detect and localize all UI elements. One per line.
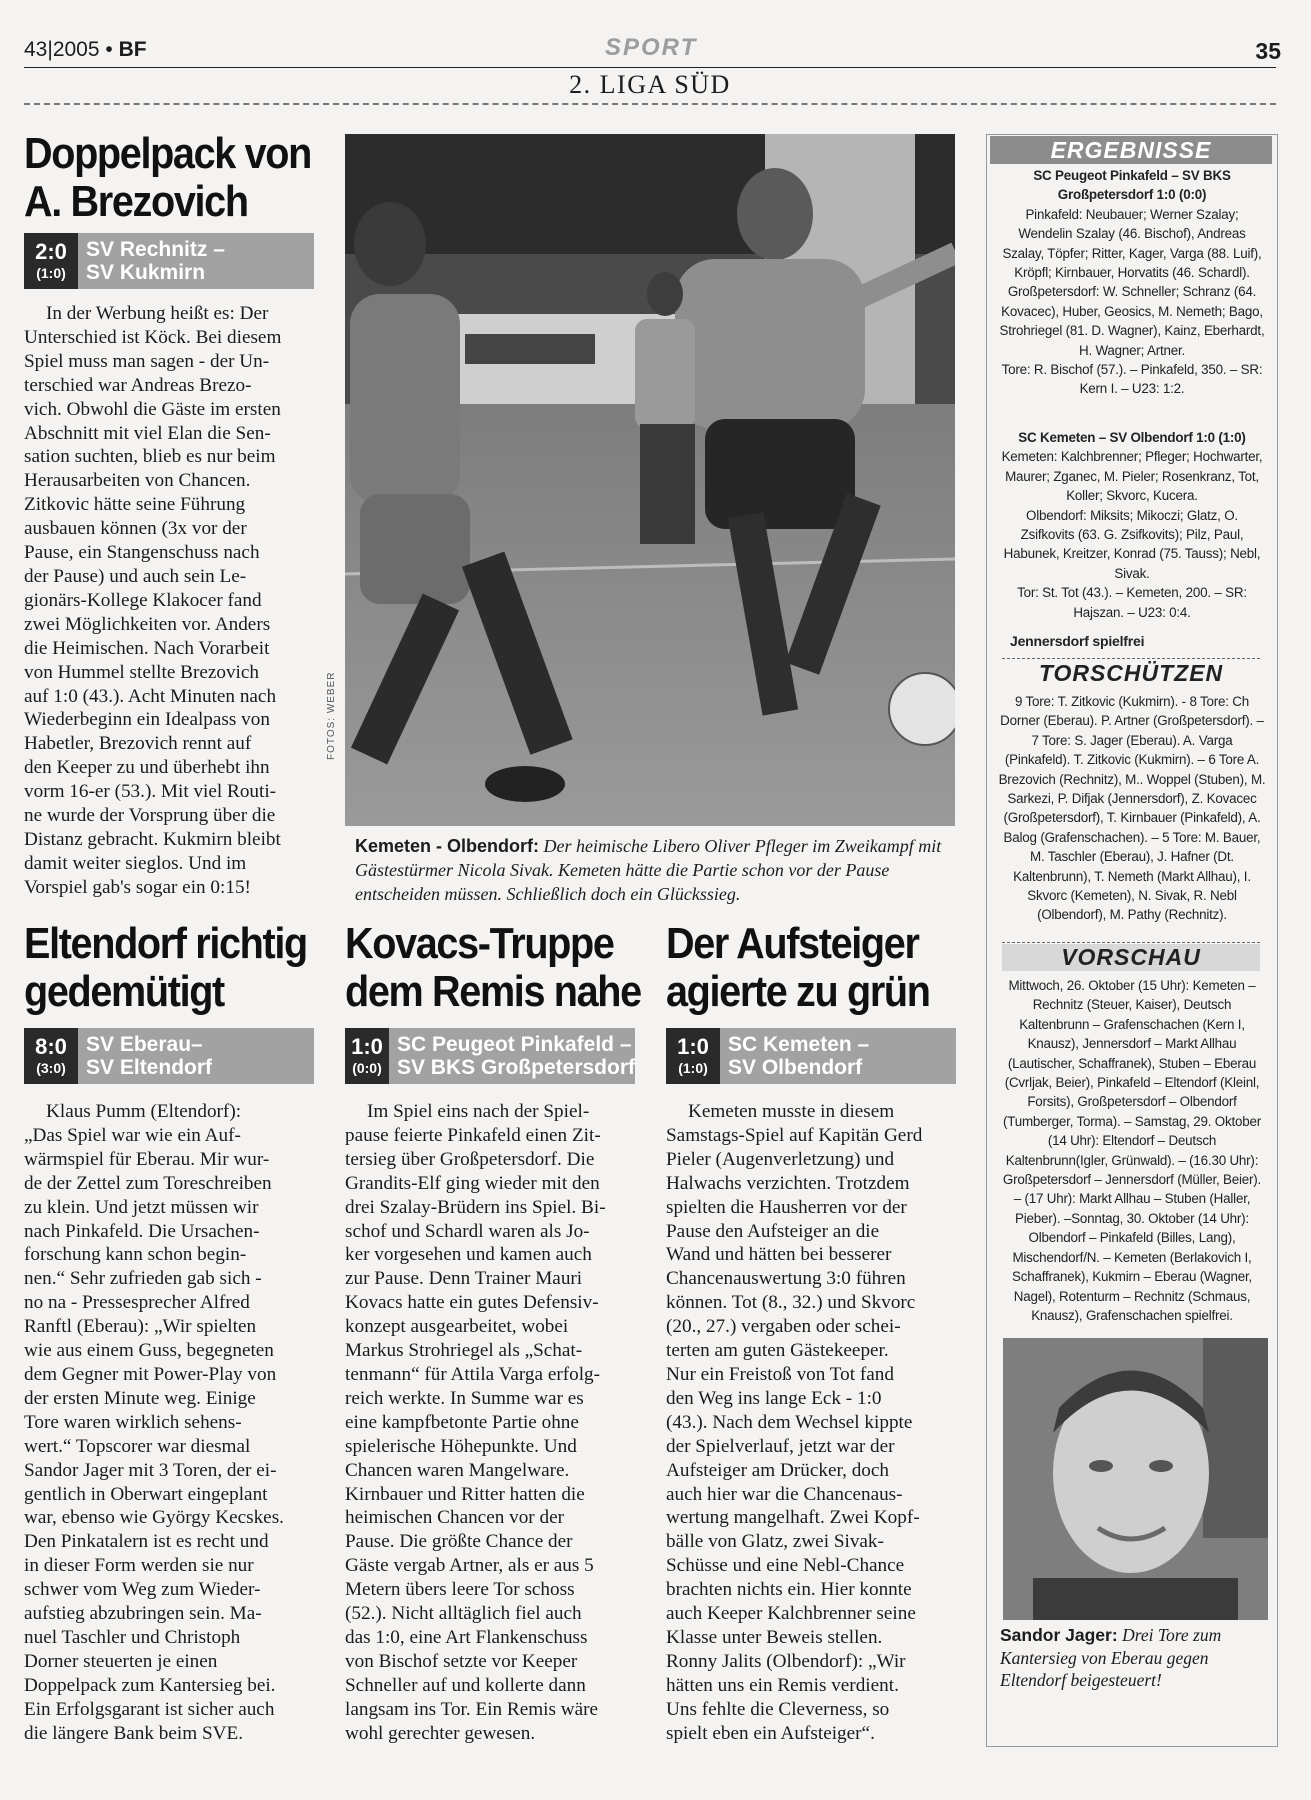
match1-title: SC Peugeot Pinkafeld – SV BKS Großpetersdorf 1:0 (0:0) [1033,168,1231,203]
body-line: den Weg ins lange Eck - 1:0 [666,1387,882,1409]
article2-score: 8:0 (3:0) [24,1028,78,1084]
article2-teams: SV Eberau– SV Eltendorf [86,1033,213,1079]
body-line: Sandor Jager mit 3 Toren, der ei- [24,1459,277,1481]
sidebar-divider [1002,942,1260,943]
bullet: • [105,38,113,61]
article3-body [345,1100,635,1745]
body-line: konzept ausgearbeitet, wobei [345,1316,569,1338]
body-line: vorm 16-er (53.). Mit viel Routi- [24,781,277,803]
body-line: zur Pause. Denn Trainer Mauri [345,1268,583,1290]
body-line: Kemeten musste in diesem [688,1101,895,1122]
body-line: Unterschied ist Köck. Bei diesem [24,326,282,348]
body-line: Habetler, Brezovich rennt auf [24,733,252,755]
body-line: nuel Taschler und Christoph [24,1626,241,1648]
body-line: drei Szalay-Brüdern ins Spiel. Bi- [345,1196,606,1218]
body-line: sation suchten, blieb es nur beim [24,446,276,468]
body-line: war, ebenso wie György Kecskes. [24,1507,284,1529]
issue-brand [24,38,147,62]
body-line: terten am guten Gästekeeper. [666,1340,889,1362]
body-line: „Das Spiel war wie ein Auf- [24,1124,241,1146]
body-line: spielerische Höhepunkte. Und [345,1435,577,1457]
body-line: auch Keeper Kalchbrenner seine [666,1603,916,1625]
body-line: von Bischof setzte vor Keeper [345,1650,578,1672]
body-line: tenmann“ für Attila Varga erfolg- [345,1363,601,1385]
body-line: Pause, ein Stangenschuss nach [24,542,260,564]
body-line: schof und Schardl waren als Jo- [345,1220,590,1242]
article4-teams: SC Kemeten – SV Olbendorf [728,1033,870,1079]
body-line: Abschnitt mit viel Elan die Sen- [24,422,271,444]
portrait-photo [1003,1338,1268,1620]
body-line: Ranftl (Eberau): „Wir spielten [24,1316,257,1338]
body-line: Zitkovic hätte seine Führung [24,494,246,516]
body-line: Dorner steuerten je einen [24,1650,218,1672]
match1-lineup-home: Pinkafeld: Neubauer; Werner Szalay; Wendelin Szalay (46. Bischof), Andreas Szalay, Töpfer; Ritter, Kager, Varga (88. Luif), Kröpfl; Kirnbauer, Horvatits (46. Schardl). [1002,206,1262,281]
body-line: ker vorgesehen und kamen auch [345,1244,592,1266]
body-line: Kirnbauer und Ritter hatten die [345,1483,585,1505]
body-line: wert.“ Topscorer war diesmal [24,1435,251,1457]
article1-headline: Doppelpack von A. Brezovich [24,129,311,226]
match1-info: Tore: R. Bischof (57.). – Pinkafeld, 350. – SR: Kern I. – U23: 1:2. [1001,362,1263,397]
body-line: Pause den Aufsteiger an die [666,1220,880,1242]
body-line: die längere Bank beim SVE. [24,1722,243,1744]
body-line: Samstags-Spiel auf Kapitän Gerd [666,1124,923,1146]
article3-headline: Kovacs-Truppe dem Remis nahe [345,919,641,1016]
body-line: Markus Strohriegel als „Schat- [345,1340,583,1362]
body-line: Gäste vergab Artner, als er aus 5 [345,1555,594,1577]
body-line: Herausarbeiten von Chancen. [24,470,251,492]
body-line: pause feierte Pinkafeld einen Zit- [345,1124,601,1146]
vorschau-text: Mittwoch, 26. Oktober (15 Uhr): Kemeten – Rechnitz (Steuer, Kaiser), Deutsch Kaltenbrunn – Grafenschachen (Kern I, Knausz), Jennersdorf – Markt Allhau (Lautischer, Schaffranek), Stuben – Eberau (Cvrljak, Beier), Pinkafeld – Eltendorf (Kleinl, Forsits), Großpetersdorf – Olbendorf (Tumberger, Torma). – Samstag, 29. Oktober (14 Uhr): Eltendorf – Deutsch Kaltenbrunn(Igler, Grünwald). – (16.30 Uhr): Großpetersdorf – Jennersdorf (Müller, Beier). – (17 Uhr): Markt Allhau – Stuben (Haller, Pieber). –Sonntag, 30. Oktober (14 Uhr): Olbendorf – Pinkafeld (Billes, Lang), Mischendorf/N. – Kemeten (Berlakovich I, Schaffranek), Kukmirn – Eberau (Wagner, Nagel), Rotenturm – Rechnitz (Schmaus, Knausz), Grafenschachen spielfrei. [1002,978,1262,1323]
body-line: ausbauen können (3x vor der [24,518,247,540]
body-line: reich werkte. In Summe war es [345,1387,584,1409]
body-line: Metern übers leere Tor schoss [345,1579,575,1601]
player-portrait-image [1003,1338,1268,1620]
body-line: Chancen waren Mangelware. [345,1459,570,1481]
body-line: Wiederbeginn ein Idealpass von [24,709,270,731]
body-line: nach Pinkafeld. Die Ursachen- [24,1220,260,1242]
body-line: forschung kann schon begin- [24,1244,247,1266]
body-line: auch hier war die Chancenaus- [666,1483,903,1505]
body-line: no na - Pressesprecher Alfred [24,1292,250,1314]
match2-title: SC Kemeten – SV Olbendorf 1:0 (1:0) [1018,430,1246,445]
body-line: eine kampfbetonte Partie ohne [345,1411,579,1433]
body-line: Uns fehlte die Cleverness, so [666,1698,890,1720]
match2-block [998,428,1266,622]
body-line: spielt eben ein Aufsteiger“. [666,1722,875,1744]
body-line: In der Werbung heißt es: Der [46,303,269,324]
body-line: Den Pinkatalern ist es recht und [24,1531,269,1553]
body-line: Distanz gebracht. Kukmirn bleibt [24,828,281,850]
body-line: (43.). Nach dem Wechsel kippte [666,1411,913,1433]
body-line: Klasse unter Beweis stellen. [666,1626,883,1648]
body-line: wärmspiel für Eberau. Mir wur- [24,1148,270,1170]
body-line: Ein Erfolgsgarant ist sicher auch [24,1698,275,1720]
body-line: vich. Obwohl die Gäste im ersten [24,398,281,420]
photo-caption: Kemeten - Olbendorf: Der heimische Libero Oliver Pfleger im Zweikampf mit Gästestürmer Nicola Sivak. Kemeten hätte die Partie schon vor der Pause entscheiden müssen. Schließlich doch ein Glückssieg. [355,836,942,904]
article4-score: 1:0 (1:0) [666,1028,720,1084]
body-line: die Heimischen. Nach Vorarbeit [24,637,270,659]
brand-logo: BF [118,38,147,61]
body-line: Kovacs hatte ein gutes Defensiv- [345,1292,599,1314]
body-line: Pause. Die größte Chance der [345,1531,573,1553]
body-line: wie aus einem Guss, begegneten [24,1340,274,1362]
football-scene-image [345,134,955,826]
body-line: brachten nichts ein. Hier konnte [666,1579,912,1601]
body-line: das 1:0, eine Art Flankenschuss [345,1626,588,1648]
match2-info: Tor: St. Tot (43.). – Kemeten, 200. – SR: Hajszan. – U23: 0:4. [1017,585,1247,620]
body-line: Doppelpack zum Kantersieg bei. [24,1674,276,1696]
header-rule [24,67,1276,68]
article4-score-band [666,1028,956,1084]
body-line: können. Tot (8., 32.) und Skvorc [666,1292,916,1314]
article2-headline: Eltendorf richtig gedemütigt [24,919,307,1016]
vorschau-title: VORSCHAU [1002,944,1260,971]
body-line: in dieser Form werden sie nur [24,1555,254,1577]
body-line: bälle von Glatz, zwei Sivak- [666,1531,884,1553]
body-line: Pieler (Augenverletzung) und [666,1148,895,1170]
body-line: Halwachs verzichten. Trotzdem [666,1172,910,1194]
article1-score: 2:0 (1:0) [24,233,78,289]
page-number: 35 [1255,38,1281,64]
body-line: der Pause) und auch sein Le- [24,565,247,587]
top-dashed-divider [24,103,1276,105]
article4-headline: Der Aufsteiger agierte zu grün [666,919,930,1016]
article3-score-band [345,1028,635,1084]
body-line: Klaus Pumm (Eltendorf): [46,1101,242,1122]
body-line: Vorspiel gab's sogar ein 0:15! [24,876,251,898]
body-line: ne wurde der Vorsprung über die [24,805,276,827]
body-line: tersieg über Großpetersdorf. Die [345,1148,595,1170]
body-line: Tore waren wirklich sehens- [24,1411,242,1433]
body-line: wertung mangelhaft. Zwei Kopf- [666,1507,920,1529]
portrait-caption: Sandor Jager: Drei Tore zum Kantersieg von Eberau gegen Eltendorf beigesteuert! [1000,1625,1222,1690]
body-line: zwei Möglichkeiten vor. Anders [24,613,271,635]
section-label: SPORT [605,34,698,61]
body-line: aufstieg abzubringen sein. Ma- [24,1603,262,1625]
article2-score-band [24,1028,314,1084]
body-line: Grandits-Elf ging wieder mit den [345,1172,600,1194]
spielfrei-note: Jennersdorf spielfrei [1010,633,1145,649]
article3-teams: SC Peugeot Pinkafeld – SV BKS Großpetersdorf [396,1033,635,1079]
body-line: (52.). Nicht alltäglich fiel auch [345,1603,582,1625]
body-line: schwer vom Weg zum Wieder- [24,1579,261,1601]
body-line: Wand und hätten bei besserer [666,1244,892,1266]
body-line: Schüsse und eine Nebl-Chance [666,1555,905,1577]
body-line: wohl gerechter gewesen. [345,1722,536,1744]
sidebar-divider [1002,658,1260,659]
body-line: gionärs-Kollege Klakocer fand [24,589,262,611]
article1-score-band [24,233,314,289]
body-line: terschied war Andreas Brezo- [24,374,252,396]
body-line: nen.“ Sehr zufrieden gab sich - [24,1268,262,1290]
match-photo [345,134,955,826]
body-line: der Spielverlauf, jetzt war der [666,1435,895,1457]
article2-body [24,1100,314,1745]
body-line: Ronny Jalits (Olbendorf): „Wir [666,1650,906,1672]
body-line: (20., 27.) vergaben oder schei- [666,1316,901,1338]
body-line: von Hummel stellte Brezovich [24,661,259,683]
body-line: Chancenauswertung 3:0 führen [666,1268,906,1290]
body-line: Aufsteiger am Drücker, doch [666,1459,889,1481]
torschuetzen-list: 9 Tore: T. Zitkovic (Kukmirn). - 8 Tore: Ch Dorner (Eberau). P. Artner (Großpetersdorf). – 7 Tore: S. Jager (Eberau). A. Varga (Pinkafeld). T. Zitkovic (Kukmirn). – 6 Tore A. Brezovich (Rechnitz), M.. Woppel (Stuben), M. Sarkezi, P. Difjak (Jennersdorf), Z. Kovacec (Großpetersdorf), T. Kirnbauer (Pinkafeld), A. Balog (Grafenschachen). – 5 Tore: M. Bauer, M. Taschler (Eberau), J. Hafner (Dt. Kaltenbrunn), T. Nemeth (Markt Allhau), I. Skvorc (Kemeten), N. Sivak, R. Nebl (Olbendorf), M. Pathy (Rechnitz). [998,694,1266,923]
body-line: damit weiter sieglos. Und im [24,852,247,874]
photo-credit: FOTOS: WEBER [326,671,337,760]
body-line: Nur ein Freistoß von Tot fand [666,1363,894,1385]
match1-block [998,166,1266,399]
body-line: spielten die Hausherren vor der [666,1196,907,1218]
body-line: langsam ins Tor. Ein Remis wäre [345,1698,599,1720]
body-line: de der Zettel zum Toreschreiben [24,1172,272,1194]
body-line: Im Spiel eins nach der Spiel- [367,1101,590,1122]
body-line: den Keeper zu und überhebt ihn [24,757,270,779]
body-line: hätten uns ein Remis verdient. [666,1674,899,1696]
article1-body [24,302,314,900]
body-line: Spiel muss man sagen - der Un- [24,350,270,372]
body-line: heimischen Chancen vor der [345,1507,564,1529]
match2-lineup-home: Kemeten: Kalchbrenner; Pfleger; Hochwarter, Maurer; Zganec, M. Pieler; Rosenkranz, Tot, Koller; Skvorc, Kucera. [1001,449,1263,504]
article3-score: 1:0 (0:0) [345,1028,389,1084]
body-line: zu klein. Und jetzt müssen wir [24,1196,259,1218]
body-line: gentlich in Oberwart eingeplant [24,1483,268,1505]
league-title: 2. LIGA SÜD [569,70,731,99]
match1-lineup-away: Großpetersdorf: W. Schneller; Schranz (64. Kovacec), Huber, Geosics, M. Nemeth; Bago, Strohriegel (81. D. Wagner), Kainz, Eberhardt, H. Wagner; Artner. [999,284,1265,358]
article4-body [666,1100,956,1745]
body-line: auf 1:0 (43.). Acht Minuten nach [24,685,277,707]
body-line: dem Gegner mit Power-Play von [24,1363,277,1385]
torschuetzen-title: TORSCHÜTZEN [1038,660,1224,686]
body-line: Schneller auf und kollerte dann [345,1674,586,1696]
issue-number: 43|2005 [24,38,100,61]
ergebnisse-title: ERGEBNISSE [990,136,1272,164]
match2-lineup-away: Olbendorf: Miksits; Mikoczi; Glatz, O. Zsifkovits (63. G. Zsifkovits); Pilz, Paul, Habunek, Kreitzer, Konrad (75. Tauss); Nebl, Sivak. [1003,507,1261,581]
body-line: der ersten Minute weg. Einige [24,1387,256,1409]
article1-teams: SV Rechnitz – SV Kukmirn [86,238,225,284]
